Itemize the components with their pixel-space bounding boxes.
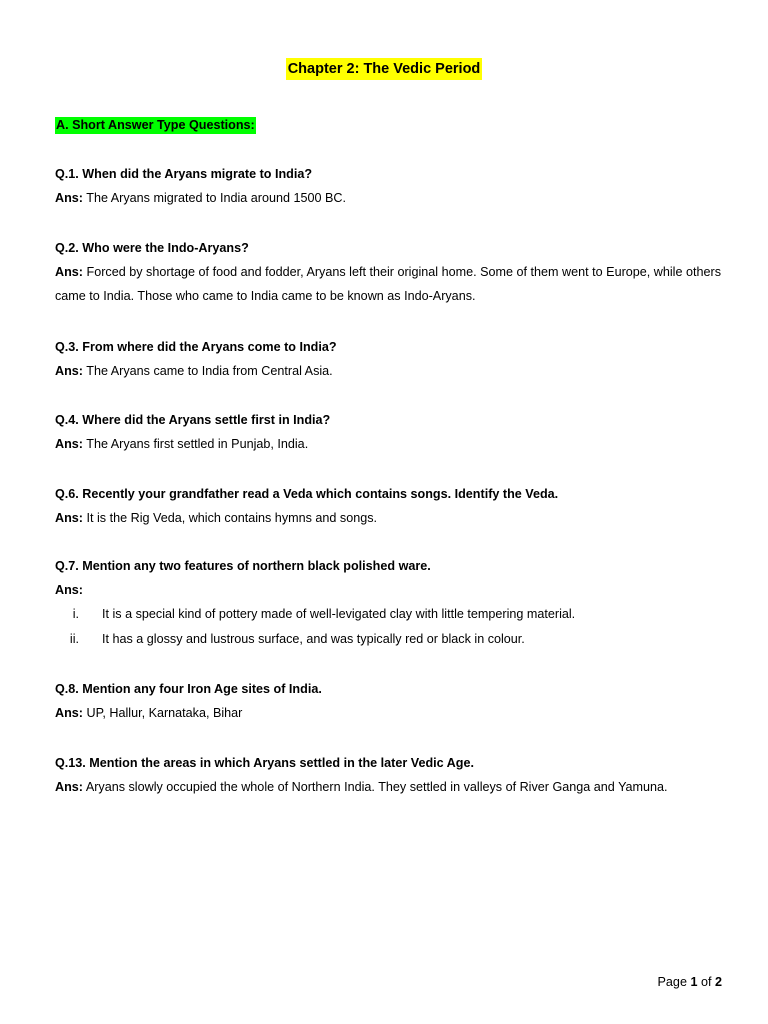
answer-body: UP, Hallur, Karnataka, Bihar — [86, 706, 243, 720]
list-item — [55, 602, 721, 627]
question-text: Q.3. From where did the Aryans come to India? — [55, 340, 337, 354]
answer-body: The Aryans migrated to India around 1500 BC. — [86, 191, 347, 205]
answer-body: The Aryans came to India from Central Asia. — [86, 364, 333, 378]
answer-label: Ans: — [55, 511, 83, 525]
list-item — [55, 627, 721, 652]
answer-label: Ans: — [55, 364, 83, 378]
question-text: Q.2. Who were the Indo-Aryans? — [55, 241, 249, 255]
qa-block-1 — [55, 162, 721, 210]
question-text: Q.6. Recently your grandfather read a Veda which contains songs. Identify the Veda. — [55, 487, 559, 501]
qa-block-7 — [55, 554, 721, 652]
section-heading: A. Short Answer Type Questions: — [56, 118, 255, 132]
list-text: It is a special kind of pottery made of well-levigated clay with little tempering material. — [102, 607, 576, 621]
feature-list — [55, 602, 721, 652]
answer-text — [55, 186, 721, 210]
answer-label: Ans: — [55, 780, 83, 794]
answer-text — [55, 578, 721, 602]
question-text: Q.1. When did the Aryans migrate to India? — [55, 167, 313, 181]
answer-text — [55, 432, 721, 456]
page-of-word: of — [700, 975, 712, 989]
list-text: It has a glossy and lustrous surface, and was typically red or black in colour. — [102, 632, 525, 646]
answer-label: Ans: — [55, 437, 83, 451]
qa-block-3 — [55, 335, 721, 383]
title-wrap — [0, 58, 768, 80]
qa-block-13 — [55, 751, 721, 799]
page-word: Page — [657, 975, 687, 989]
answer-text — [55, 359, 721, 383]
answer-body: It is the Rig Veda, which contains hymns and songs. — [86, 511, 378, 525]
list-number: i. — [72, 607, 79, 621]
answer-body: The Aryans first settled in Punjab, India. — [86, 437, 309, 451]
answer-body: Aryans slowly occupied the whole of Northern India. They settled in valleys of River Ganga and Yamuna. — [85, 780, 668, 794]
qa-block-8 — [55, 677, 721, 725]
answer-text — [55, 260, 721, 308]
answer-label: Ans: — [55, 583, 83, 597]
question-text: Q.8. Mention any four Iron Age sites of India. — [55, 682, 322, 696]
answer-text — [55, 701, 721, 725]
answer-label: Ans: — [55, 191, 83, 205]
answer-label: Ans: — [55, 265, 83, 279]
qa-block-4 — [55, 408, 721, 456]
qa-block-2 — [55, 236, 721, 308]
question-text: Q.13. Mention the areas in which Aryans settled in the later Vedic Age. — [55, 756, 474, 770]
answer-label: Ans: — [55, 706, 83, 720]
page-total: 2 — [714, 975, 722, 989]
qa-block-6 — [55, 482, 721, 530]
page-current: 1 — [690, 975, 698, 989]
list-number: ii. — [69, 632, 79, 646]
answer-body: Forced by shortage of food and fodder, Aryans left their original home. Some of them went to Europe, while others came to India. Those who came to India came to be known as Indo-Aryans. — [55, 265, 721, 303]
page-number — [658, 972, 722, 992]
question-text: Q.4. Where did the Aryans settle first in India? — [55, 413, 331, 427]
answer-text — [55, 775, 721, 799]
chapter-title: Chapter 2: The Vedic Period — [286, 58, 483, 80]
answer-text — [55, 506, 721, 530]
question-text: Q.7. Mention any two features of northern black polished ware. — [55, 559, 431, 573]
